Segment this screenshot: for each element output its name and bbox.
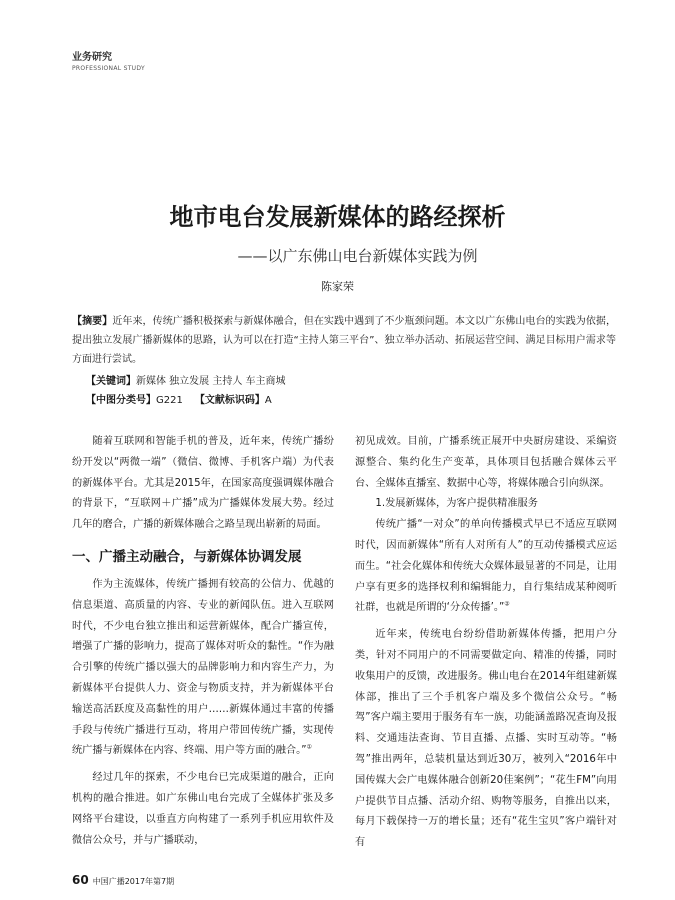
clc-value: G221 bbox=[156, 395, 183, 406]
subsection-heading: 1.发展新媒体，为客户提供精准服务 bbox=[375, 498, 538, 510]
classification bbox=[86, 391, 272, 410]
article-author: 陈家荣 bbox=[321, 280, 354, 293]
body-paragraph: 经过几年的探索，不少电台已完成渠道的融合，正向机构的融合推进。如广东佛山电台完成了全媒体扩张及多网络平台建设，以垂直方向构建了一系列手机应用软件及微信公众号，并与广播联动， bbox=[72, 772, 334, 846]
footnote-marker: ① bbox=[306, 743, 312, 751]
body-paragraph bbox=[72, 575, 334, 762]
keywords-label: 【关键词】 bbox=[86, 376, 136, 387]
abstract-label: 【摘要】 bbox=[72, 316, 113, 327]
body-paragraph-continued: 初见成效。目前，广播系统正展开中央厨房建设、采编资源整合、集约化生产变革，具体项目包括融合媒体云平台、全媒体直播室、数据中心等，将媒体融合引向纵深。 bbox=[355, 436, 617, 489]
article-title: 地市电台发展新媒体的路经探析 bbox=[169, 203, 506, 231]
section-heading: 一、广播主动融合，与新媒体协调发展 bbox=[72, 548, 302, 565]
footnote-marker: ② bbox=[504, 600, 510, 608]
page-footer bbox=[72, 873, 174, 889]
keywords bbox=[86, 372, 286, 391]
abstract bbox=[72, 312, 616, 369]
body-paragraph: 随着互联网和智能手机的普及，近年来，传统广播纷纷开发以“两微一端”（微信、微博、手机客户端）为代表的新媒体平台。尤其是2015年，在国家高度强调媒体融合的背景下，“互联网＋广播”成为广播媒体发展大势。经过几年的磨合，广播的新媒体融合之路呈现出崭新的局面。 bbox=[72, 436, 334, 531]
paragraph-text: 作为主流媒体，传统广播拥有较高的公信力、优越的信息渠道、高质量的内容、专业的新闻队伍。进入互联网时代，不少电台独立推出和运营新媒体，配合广播宣传，增强了广播的影响力，提高了媒体对听众的黏性。“作为融合引擎的传统广播以强大的品牌影响力和内容生产力，为新媒体平台提供人力、资金与物质支持，并为新媒体平台输送高活跃度及高黏性的用户……新媒体通过丰富的传播手段与传统广播进行互动，将用户带回传统广播，实现传统广播与新媒体在内容、终端、用户等方面的融合。” bbox=[72, 578, 334, 757]
body-column-right bbox=[355, 432, 617, 854]
paragraph-text: 传统广播“一对众”的单向传播模式早已不适应互联网时代，因而新媒体“所有人对所有人”的互动传播模式应运而生。“社会化媒体和传统大众媒体最显著的不同是，让用户享有更多的选择权利和编辑能力，自行集结成某种阅听社群，也就是所谓的‘分众传播’。” bbox=[355, 519, 617, 614]
doc-code-label: 【文献标识码】 bbox=[194, 395, 265, 406]
article-subtitle: ——以广东佛山电台新媒体实践为例 bbox=[237, 247, 478, 265]
doc-code-value: A bbox=[264, 395, 272, 406]
abstract-text: 近年来，传统广播积极探索与新媒体融合，但在实践中遇到了不少瓶颈问题。本文以广东佛山电台的实践为依据，提出独立发展广播新媒体的思路，认为可以在打造“主持人第三平台”、独立举办活动、拓展运营空间、满足目标用户需求等方面进行尝试。 bbox=[72, 316, 617, 365]
keywords-text: 新媒体 独立发展 主持人 车主商城 bbox=[136, 376, 286, 387]
body-paragraph bbox=[355, 515, 617, 619]
body-column-left bbox=[72, 432, 334, 851]
body-paragraph: 近年来，传统电台纷纷借助新媒体传播，把用户分类，针对不同用户的不同需要做定向、精准的传播，同时收集用户的反馈，改进服务。佛山电台在2014年组建新媒体部，推出了三个手机客户端及多个微信公众号。“畅驾”客户端主要用于服务有车一族，功能涵盖路况查询及报料、交通违法查询、节目直播、点播、实时互动等。“畅驾”推出两年，总装机量达到近30万，被列入“2016年中国传媒大会广电媒体融合创新20佳案例”；“花生FM”向用户提供节目点播、活动介绍、购物等服务，自推出以来，每月下载保持一万的增长量；还有“花生宝贝”客户端针对有 bbox=[355, 629, 617, 849]
journal-issue: 中国广播2017年第7期 bbox=[92, 877, 175, 886]
section-title-en: PROFESSIONAL STUDY bbox=[72, 65, 145, 72]
section-title: 业务研究 bbox=[72, 52, 112, 63]
page-number: 60 bbox=[72, 873, 89, 887]
section-header bbox=[72, 52, 152, 73]
clc-label: 【中图分类号】 bbox=[86, 395, 156, 406]
